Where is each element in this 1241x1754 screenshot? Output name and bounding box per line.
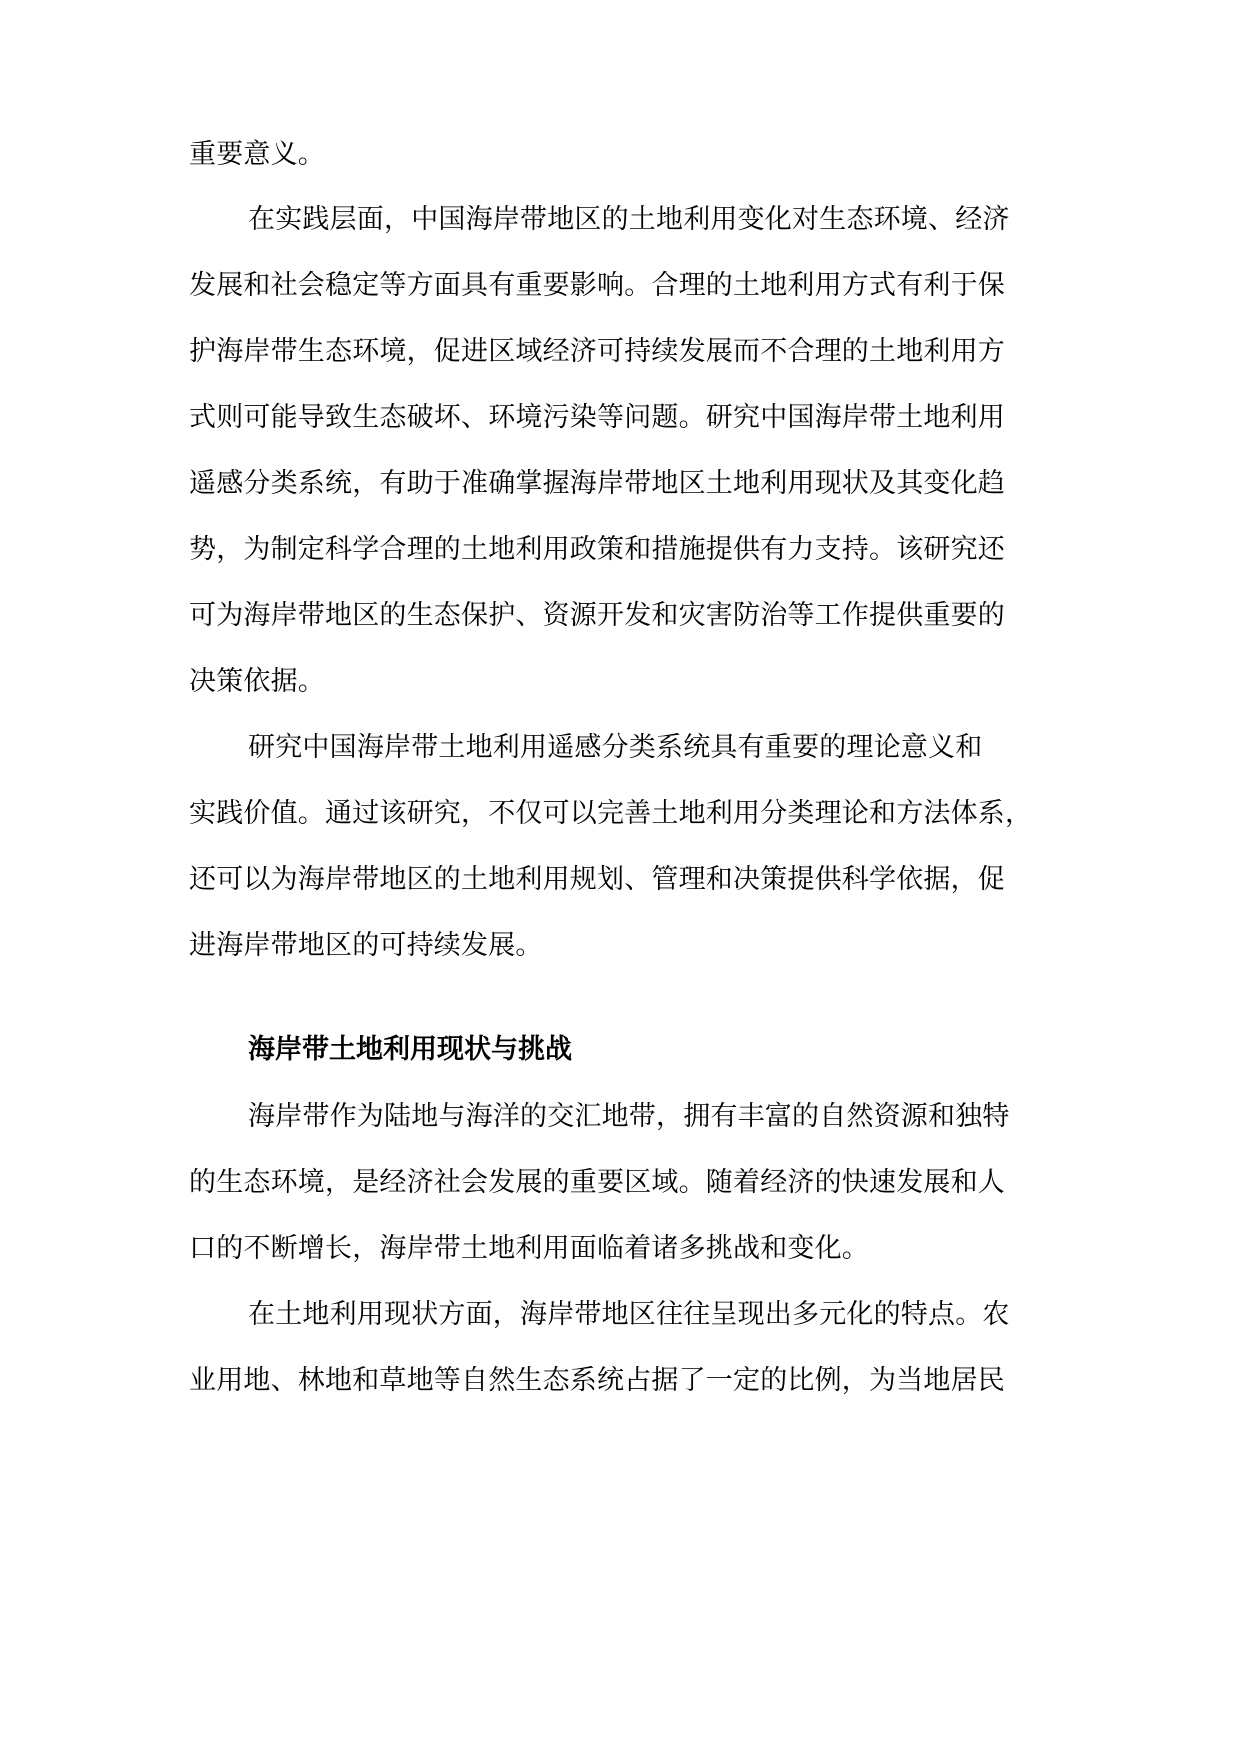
paragraph-line: 式则可能导致生态破坏、环境污染等问题。研究中国海岸带土地利用 <box>189 402 1005 433</box>
paragraph-line: 研究中国海岸带土地利用遥感分类系统具有重要的理论意义和 <box>248 732 983 763</box>
paragraph-line: 护海岸带生态环境，促进区域经济可持续发展而不合理的土地利用方 <box>189 336 1005 367</box>
paragraph-line: 可为海岸带地区的生态保护、资源开发和灾害防治等工作提供重要的 <box>189 600 1005 631</box>
paragraph-line: 口的不断增长，海岸带土地利用面临着诸多挑战和变化。 <box>189 1233 869 1264</box>
paragraph-line: 海岸带作为陆地与海洋的交汇地带，拥有丰富的自然资源和独特 <box>248 1101 1010 1132</box>
paragraph-line: 重要意义。 <box>189 139 325 170</box>
paragraph-line: 发展和社会稳定等方面具有重要影响。合理的土地利用方式有利于保 <box>189 270 1005 301</box>
paragraph-line: 进海岸带地区的可持续发展。 <box>189 930 543 961</box>
paragraph-line: 的生态环境，是经济社会发展的重要区域。随着经济的快速发展和人 <box>189 1167 1005 1198</box>
paragraph-line: 在土地利用现状方面，海岸带地区往往呈现出多元化的特点。农 <box>248 1299 1010 1330</box>
paragraph-line: 在实践层面，中国海岸带地区的土地利用变化对生态环境、经济 <box>248 204 1010 235</box>
paragraph-line: 实践价值。通过该研究，不仅可以完善土地利用分类理论和方法体系， <box>189 798 1033 829</box>
paragraph-line: 还可以为海岸带地区的土地利用规划、管理和决策提供科学依据，促 <box>189 864 1005 895</box>
paragraph-line: 遥感分类系统，有助于准确掌握海岸带地区土地利用现状及其变化趋 <box>189 468 1005 499</box>
paragraph-line: 业用地、林地和草地等自然生态系统占据了一定的比例，为当地居民 <box>189 1365 1005 1396</box>
paragraph-line: 势，为制定科学合理的土地利用政策和措施提供有力支持。该研究还 <box>189 534 1005 565</box>
paragraph-line: 决策依据。 <box>189 666 325 697</box>
section-heading: 海岸带土地利用现状与挑战 <box>248 1034 572 1065</box>
